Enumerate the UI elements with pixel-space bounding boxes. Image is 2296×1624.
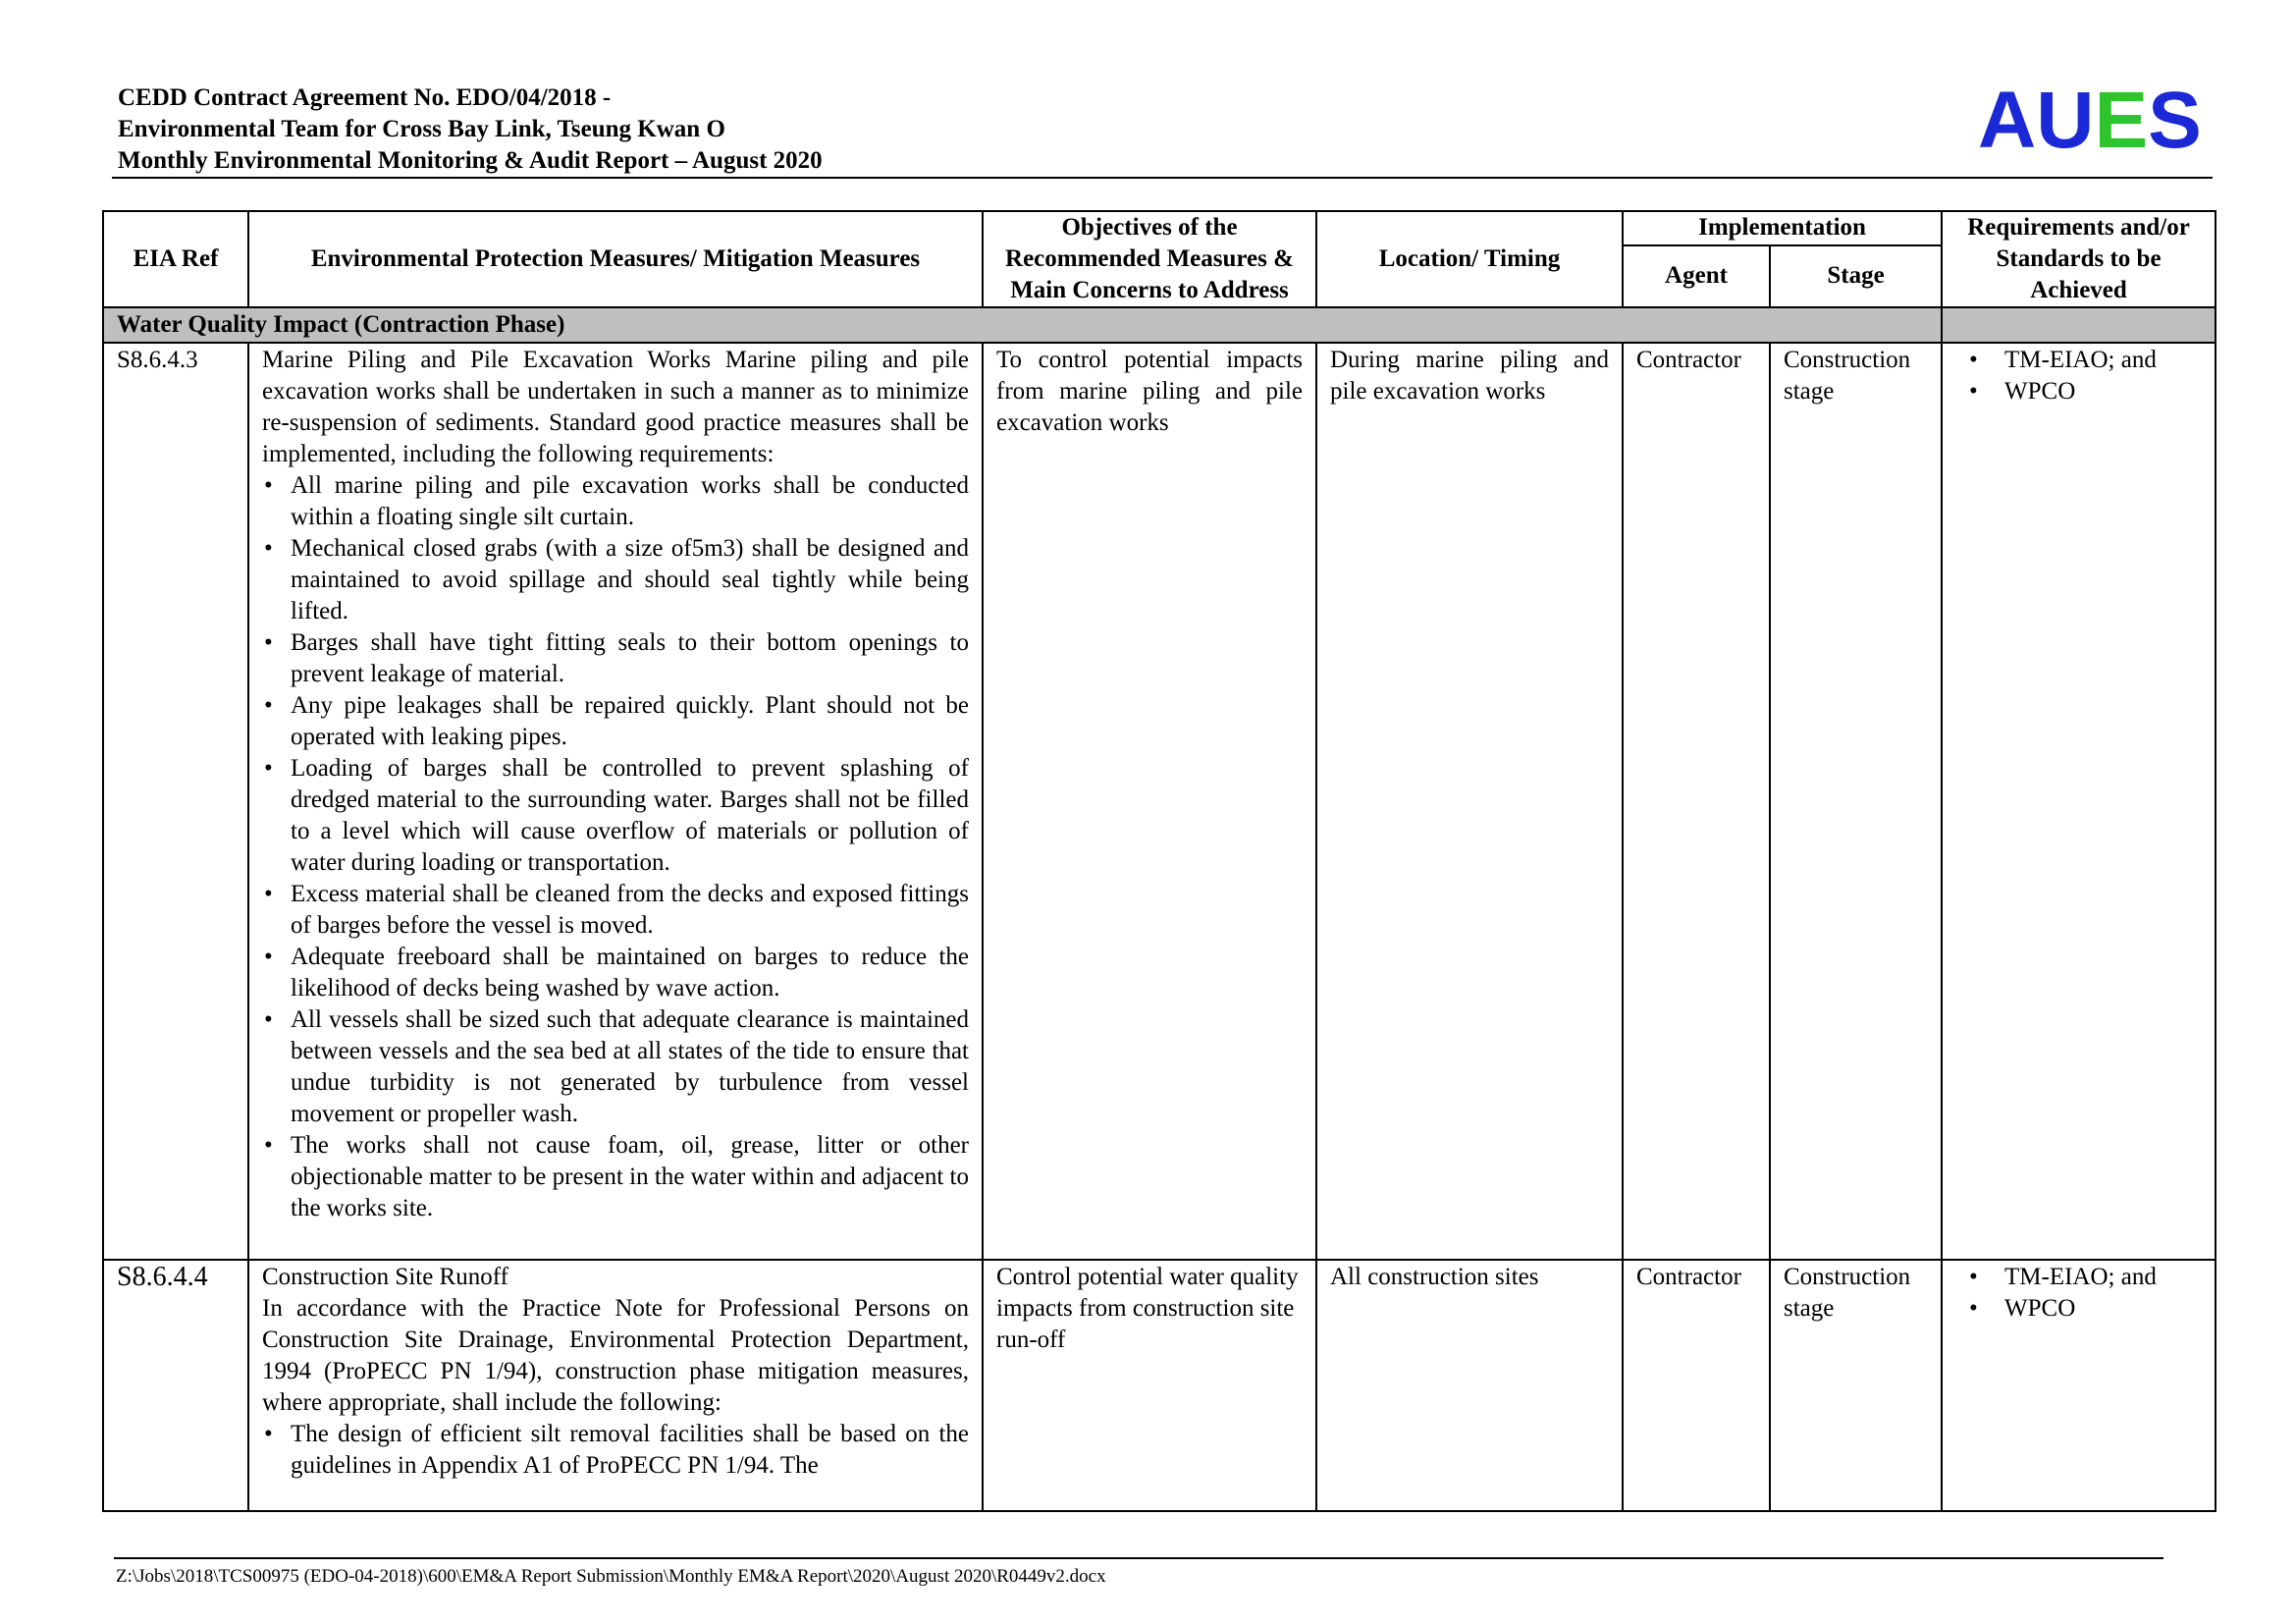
aues-logo xyxy=(1978,77,2202,165)
logo-letter-e: E xyxy=(2094,76,2149,165)
table-header-row xyxy=(103,211,2216,245)
list-item: • TM-EIAO; and xyxy=(2004,345,2202,376)
requirements-cell xyxy=(1942,1260,2216,1511)
col-header-agent: Agent xyxy=(1623,245,1770,307)
objective-cell: To control potential impacts from marine piling and pile excavation works xyxy=(983,343,1316,1260)
measures-cell xyxy=(248,343,983,1260)
location-cell: All construction sites xyxy=(1316,1260,1623,1511)
stage-cell: Construction stage xyxy=(1770,1260,1942,1511)
measures-intro: Marine Piling and Pile Excavation Works Marine piling and pile excavation works shall be undertaken in such a manner as to minimize re-suspension of sediments. Standard good practice measures shall be implemented, including the following requirements: xyxy=(262,347,969,467)
stage-cell: Construction stage xyxy=(1770,343,1942,1260)
col-header-eia-ref: EIA Ref xyxy=(103,211,248,307)
logo-letter-s: S xyxy=(2148,76,2202,165)
section-title: Water Quality Impact (Contraction Phase) xyxy=(103,307,1942,343)
list-item: • Mechanical closed grabs (with a size of5m3) shall be designed and maintained to avoid spillage and should seal tightly while being lifted. xyxy=(291,533,969,627)
logo-letter-a: A xyxy=(1978,76,2037,165)
list-item: • WPCO xyxy=(2004,1293,2202,1325)
eia-ref-cell: S8.6.4.4 xyxy=(103,1260,248,1511)
header-report-line: Monthly Environmental Monitoring & Audit Report – August 2020 xyxy=(118,147,823,174)
measures-bullet-list xyxy=(262,1419,969,1482)
requirements-cell xyxy=(1942,343,2216,1260)
footer-divider xyxy=(114,1557,2163,1559)
mitigation-measures-table xyxy=(102,210,2216,1512)
agent-cell: Contractor xyxy=(1623,1260,1770,1511)
requirements-list xyxy=(1955,345,2202,407)
objective-cell: Control potential water quality impacts from construction site run-off xyxy=(983,1260,1316,1511)
list-item: • Excess material shall be cleaned from the decks and exposed fittings of barges before the vessel is moved. xyxy=(291,879,969,942)
list-item: • Loading of barges shall be controlled to prevent splashing of dredged material to the surrounding water. Barges shall not be filled to a level which will cause overflow of materials or pollution of water during loading or transportation. xyxy=(291,753,969,879)
header-contract-line: CEDD Contract Agreement No. EDO/04/2018 - xyxy=(118,84,612,111)
col-header-requirements: Requirements and/or Standards to be Achieved xyxy=(1942,211,2216,307)
header-divider xyxy=(112,177,2213,179)
col-header-stage: Stage xyxy=(1770,245,1942,307)
table-row xyxy=(103,1260,2216,1511)
agent-cell: Contractor xyxy=(1623,343,1770,1260)
location-cell: During marine piling and pile excavation works xyxy=(1316,343,1623,1260)
list-item: • All marine piling and pile excavation works shall be conducted within a floating single silt curtain. xyxy=(291,470,969,533)
measures-bullet-list xyxy=(262,470,969,1224)
measures-intro: In accordance with the Practice Note for Professional Persons on Construction Site Drainage, Environmental Protection Department, 1994 (ProPECC PN 1/94), construction phase mitigation measures, where appropriate, shall include the following: xyxy=(262,1295,969,1416)
measures-cell xyxy=(248,1260,983,1511)
eia-ref-cell: S8.6.4.3 xyxy=(103,343,248,1260)
list-item: • The works shall not cause foam, oil, grease, litter or other objectionable matter to be present in the water within and adjacent to the works site. xyxy=(291,1130,969,1224)
list-item: • All vessels shall be sized such that adequate clearance is maintained between vessels and the sea bed at all states of the tide to ensure that undue turbidity is not generated by turbulence from vessel movement or propeller wash. xyxy=(291,1004,969,1130)
requirements-list xyxy=(1955,1262,2202,1325)
col-header-implementation: Implementation xyxy=(1623,211,1942,245)
section-blank-cell xyxy=(1942,307,2216,343)
table-row xyxy=(103,343,2216,1260)
logo-letter-u: U xyxy=(2036,76,2095,165)
footer-file-path: Z:\Jobs\2018\TCS00975 (EDO-04-2018)\600\EM&A Report Submission\Monthly EM&A Report\2020\August 2020\R0449v2.docx xyxy=(116,1566,1106,1587)
col-header-measures: Environmental Protection Measures/ Mitigation Measures xyxy=(248,211,983,307)
list-item: • Barges shall have tight fitting seals to their bottom openings to prevent leakage of material. xyxy=(291,627,969,690)
list-item: • TM-EIAO; and xyxy=(2004,1262,2202,1293)
list-item: • The design of efficient silt removal facilities shall be based on the guidelines in Appendix A1 of ProPECC PN 1/94. The xyxy=(291,1419,969,1482)
list-item: • Any pipe leakages shall be repaired quickly. Plant should not be operated with leaking pipes. xyxy=(291,690,969,753)
section-row xyxy=(103,307,2216,343)
list-item: • WPCO xyxy=(2004,376,2202,407)
header-team-line: Environmental Team for Cross Bay Link, Tseung Kwan O xyxy=(118,116,725,142)
list-item: • Adequate freeboard shall be maintained on barges to reduce the likelihood of decks being washed by wave action. xyxy=(291,942,969,1004)
measures-title: Construction Site Runoff xyxy=(262,1264,508,1290)
col-header-objectives: Objectives of the Recommended Measures & Main Concerns to Address xyxy=(983,211,1316,307)
report-header xyxy=(118,82,823,177)
col-header-location: Location/ Timing xyxy=(1316,211,1623,307)
